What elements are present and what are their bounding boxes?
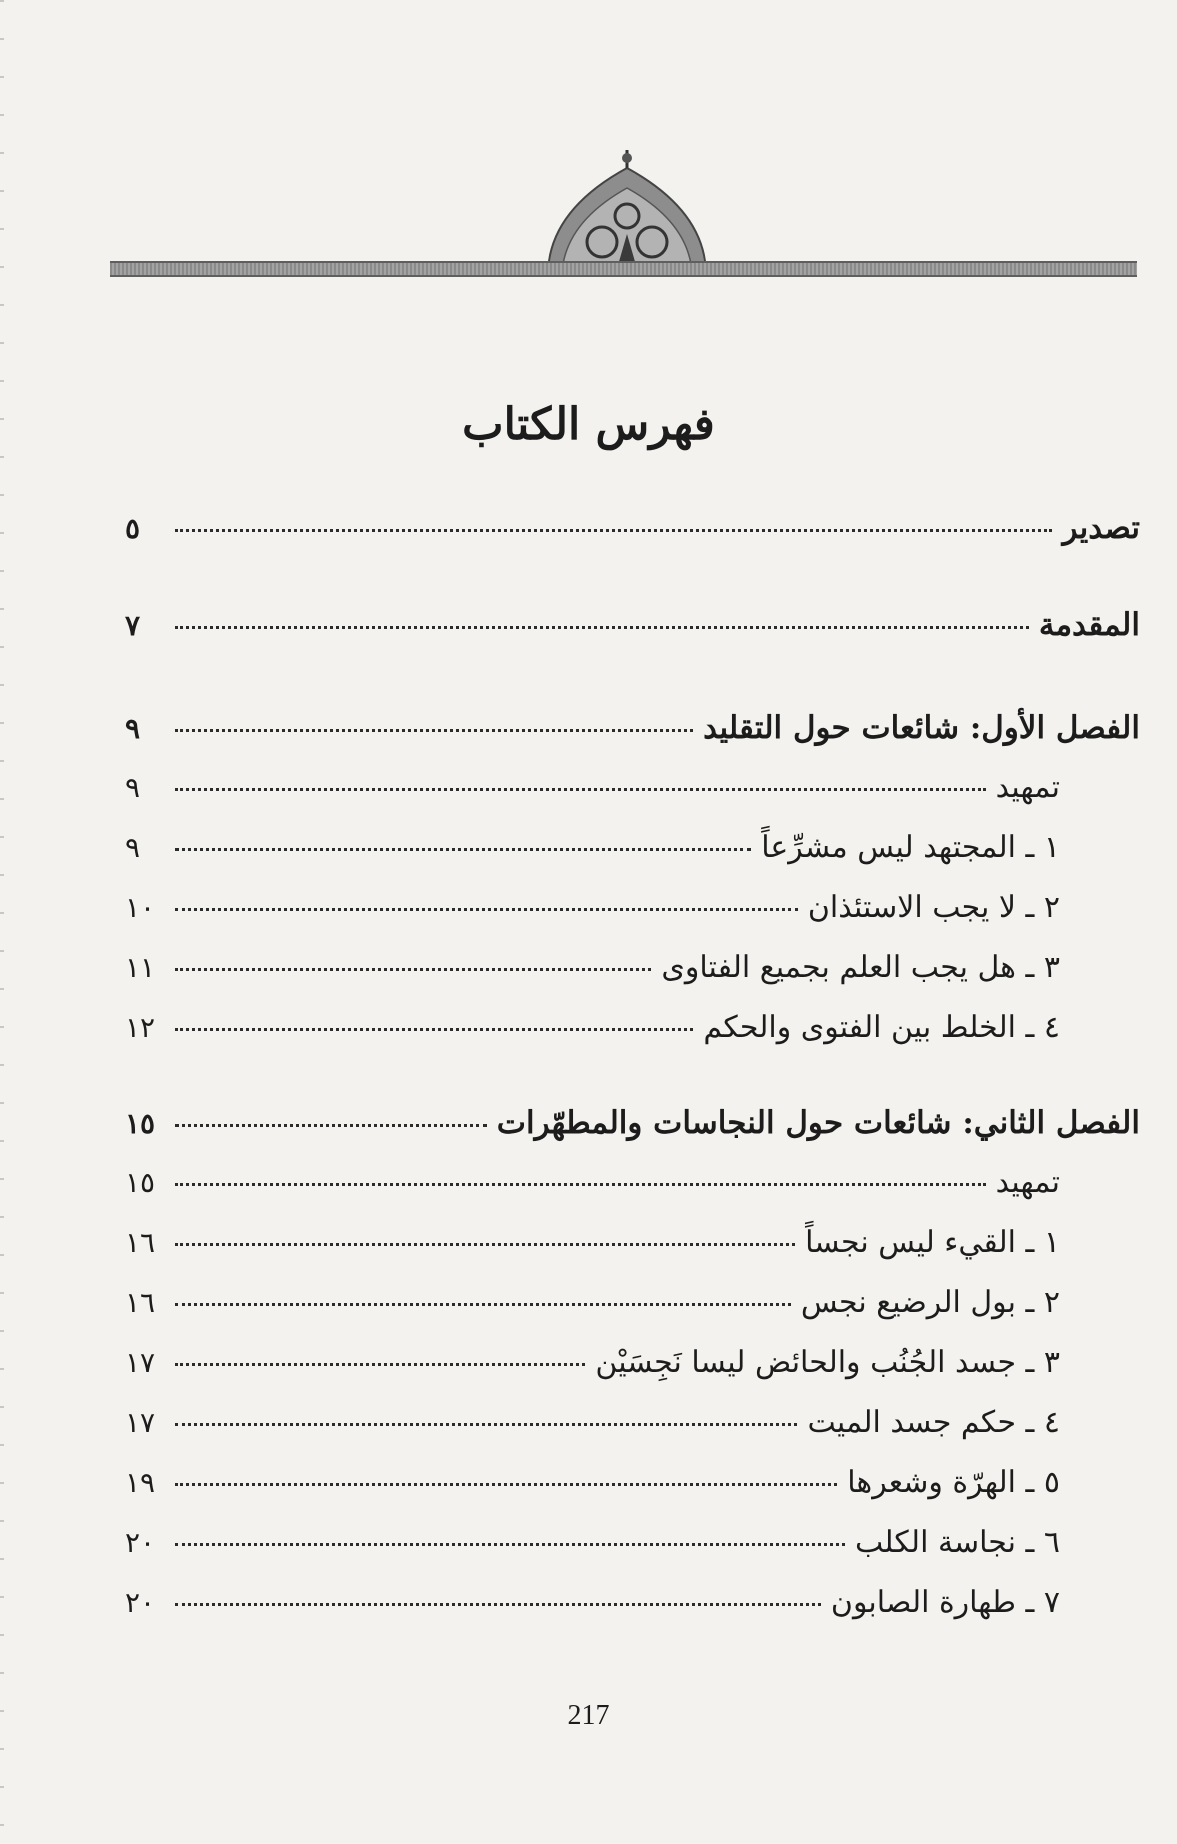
page-title: فهرس الكتاب — [462, 399, 715, 451]
entry-label: ٦ ـ نجاسة الكلب — [854, 1525, 1060, 1560]
toc-entry-foreword — [125, 510, 1140, 570]
entry-page: ٥ — [125, 512, 141, 545]
toc-entry — [125, 1405, 1140, 1465]
entry-label: ٧ ـ طهارة الصابون — [830, 1585, 1060, 1620]
dot-leader — [175, 1303, 791, 1306]
entry-page: ١٧ — [125, 1346, 156, 1379]
entry-page: ٩ — [125, 831, 141, 864]
toc-entry — [125, 890, 1140, 950]
entry-page: ١٠ — [125, 891, 156, 924]
page-number: 217 — [567, 1700, 610, 1731]
dot-leader — [175, 1363, 585, 1366]
entry-label: تصدير — [1062, 510, 1140, 546]
toc-entry — [125, 1225, 1140, 1285]
entry-label: المقدمة — [1038, 607, 1140, 643]
entry-page: ٩ — [125, 712, 141, 745]
entry-label: ٣ ـ هل يجب العلم بجميع الفتاوى — [661, 950, 1060, 985]
page-edge — [0, 0, 4, 1844]
entry-label: الفصل الثاني: شائعات حول النجاسات والمطهّرات — [496, 1105, 1140, 1141]
entry-page: ٢٠ — [125, 1526, 156, 1559]
entry-page: ١٥ — [125, 1107, 156, 1140]
dot-leader — [175, 1423, 797, 1426]
entry-label: تمهيد — [995, 770, 1060, 805]
entry-label: ٤ ـ حكم جسد الميت — [807, 1405, 1060, 1440]
toc-entry-chapter-2 — [125, 1105, 1140, 1165]
toc-entry — [125, 1345, 1140, 1405]
dot-leader — [175, 1483, 837, 1486]
dot-leader — [175, 788, 986, 791]
entry-label: ١ ـ المجتهد ليس مشرِّعاً — [761, 830, 1060, 865]
dot-leader — [175, 1028, 693, 1031]
toc-entry — [125, 830, 1140, 890]
entry-page: ١٦ — [125, 1286, 156, 1319]
toc-entry-chapter-1 — [125, 710, 1140, 770]
entry-page: ١١ — [125, 951, 156, 984]
entry-page: ٧ — [125, 609, 141, 642]
dot-leader — [175, 848, 751, 851]
header-rule — [110, 261, 1137, 277]
dot-leader — [175, 729, 693, 732]
toc-entry — [125, 1525, 1140, 1585]
dot-leader — [175, 1603, 821, 1606]
dot-leader — [175, 1183, 986, 1186]
entry-label: ٤ ـ الخلط بين الفتوى والحكم — [703, 1010, 1060, 1045]
header-ornament-icon — [544, 150, 710, 272]
entry-label: ٥ ـ الهرّة وشعرها — [847, 1465, 1060, 1500]
dot-leader — [175, 908, 798, 911]
table-of-contents — [125, 510, 1140, 1645]
entry-label: تمهيد — [995, 1165, 1060, 1200]
entry-label: ١ ـ القيء ليس نجساً — [805, 1225, 1060, 1260]
entry-label: ٢ ـ لا يجب الاستئذان — [807, 890, 1060, 925]
dot-leader — [175, 968, 651, 971]
entry-label: الفصل الأول: شائعات حول التقليد — [703, 710, 1140, 746]
entry-page: ٢٠ — [125, 1586, 156, 1619]
dot-leader — [175, 1124, 487, 1127]
entry-page: ١٢ — [125, 1011, 156, 1044]
entry-page: ١٦ — [125, 1226, 156, 1259]
dot-leader — [175, 626, 1029, 629]
entry-page: ٩ — [125, 771, 141, 804]
dot-leader — [175, 529, 1052, 532]
spacer — [125, 570, 1140, 607]
toc-entry — [125, 1285, 1140, 1345]
dot-leader — [175, 1243, 795, 1246]
entry-page: ١٩ — [125, 1466, 156, 1499]
toc-entry — [125, 950, 1140, 1010]
entry-label: ٣ ـ جسد الجُنُب والحائض ليسا نَجِسَيْن — [595, 1345, 1060, 1380]
toc-entry — [125, 1010, 1140, 1070]
entry-page: ١٥ — [125, 1166, 156, 1199]
entry-page: ١٧ — [125, 1406, 156, 1439]
spacer — [125, 1070, 1140, 1105]
toc-entry — [125, 770, 1140, 830]
toc-entry — [125, 1465, 1140, 1525]
entry-label: ٢ ـ بول الرضيع نجس — [800, 1285, 1060, 1320]
toc-entry-introduction — [125, 607, 1140, 667]
toc-entry — [125, 1585, 1140, 1645]
dot-leader — [175, 1543, 845, 1546]
spacer — [125, 667, 1140, 710]
toc-entry — [125, 1165, 1140, 1225]
